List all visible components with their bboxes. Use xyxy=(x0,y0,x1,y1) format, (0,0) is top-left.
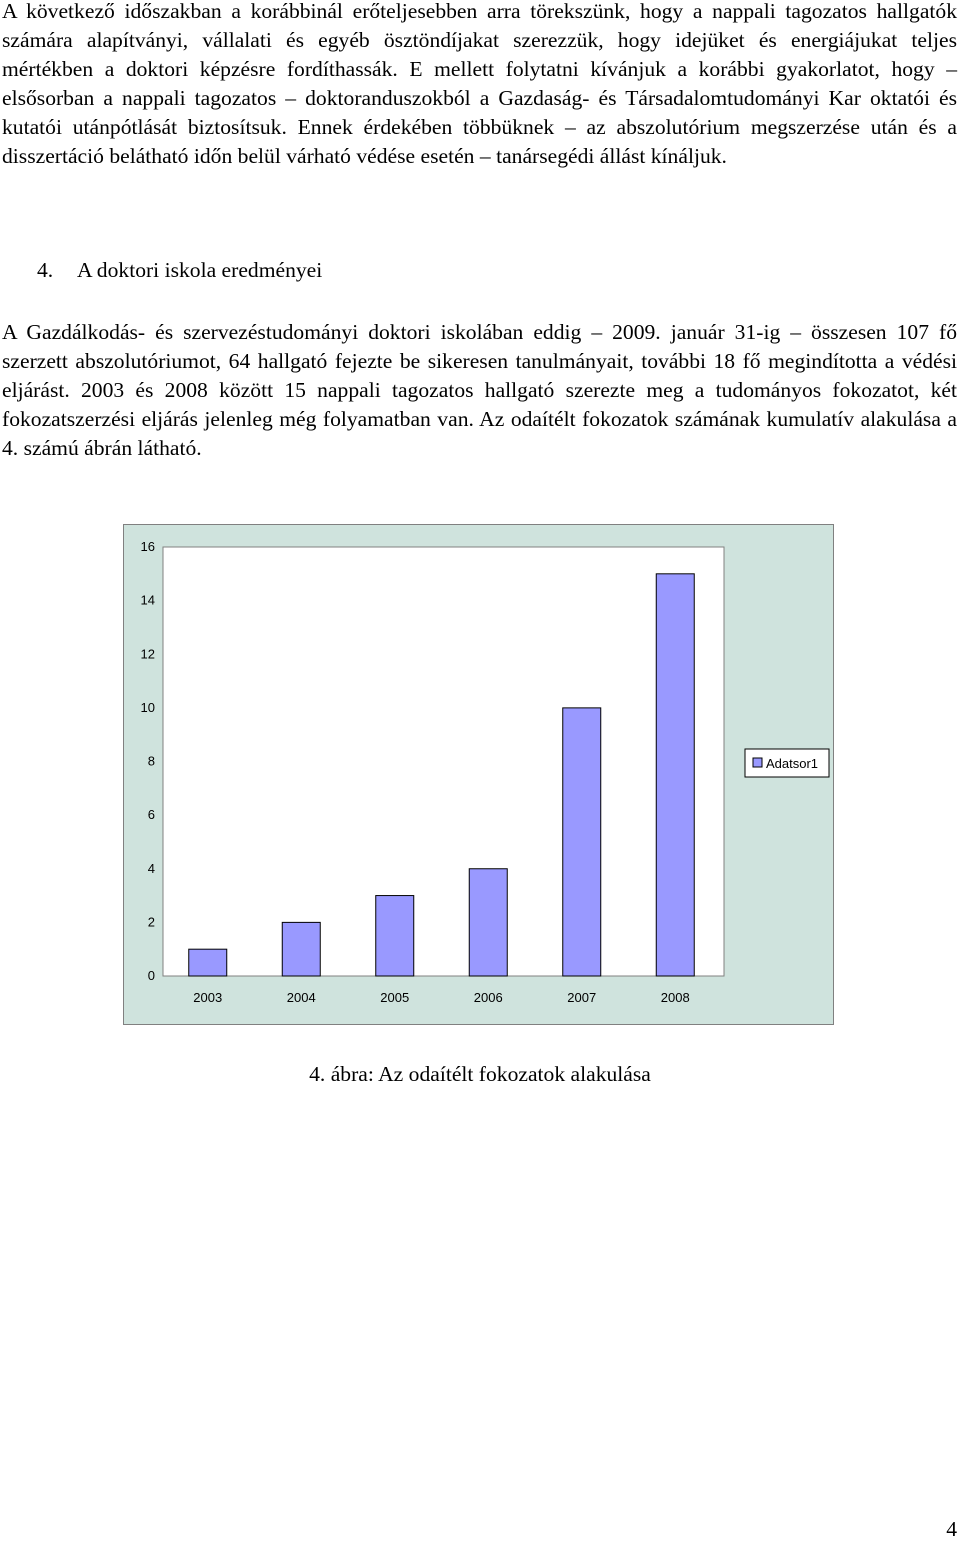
legend-swatch xyxy=(753,758,762,767)
x-tick-label: 2006 xyxy=(473,990,503,1005)
plot-area xyxy=(163,547,724,976)
x-tick-label: 2003 xyxy=(193,990,223,1005)
y-tick-label: 6 xyxy=(147,807,155,823)
bar-2004 xyxy=(282,922,320,976)
bar-2005 xyxy=(376,896,414,976)
page-number: 4 xyxy=(946,1517,957,1541)
legend-label: Adatsor1 xyxy=(766,756,819,771)
y-tick-label: 16 xyxy=(140,539,155,554)
bar-2006 xyxy=(469,869,507,976)
x-tick-label: 2005 xyxy=(380,990,410,1005)
x-tick-label: 2007 xyxy=(567,990,597,1005)
y-tick-label: 4 xyxy=(147,860,155,876)
legend xyxy=(745,749,829,777)
figure-caption: 4. ábra: Az odaítélt fokozatok alakulása xyxy=(309,1062,651,1086)
intro-paragraph: A következő időszakban a korábbinál erőteljesebben arra törekszünk, hogy a nappali tagozatos hallgatók számára alapítványi, vállalati és egyéb ösztöndíjakat szerezzük, hogy idejüket és energiájukat teljes mértékben a doktori képzésre fordíthassák. E mellett folytatni kívánjuk a korábbi gyakorlatot, hogy – elsősorban a nappali tagozatos – doktoranduszokból a Gazdaság- és Társadalomtudományi Kar oktatói és kutatói utánpótlását biztosítsuk. Ennek érdekében többüknek – az abszolutórium megszerzése után és a disszertáció belátható időn belül várható védése esetén – tanársegédi állást kínáljuk. xyxy=(2,0,957,168)
results-paragraph: A Gazdálkodás- és szervezéstudományi doktori iskolában eddig – 2009. január 31-ig – összesen 107 fő szerzett abszolutóriumot, 64 hallgató fejezte be sikeresen tanulmányait, további 18 fő megindította a védési eljárást. 2003 és 2008 között 15 nappali tagozatos hallgató szerezte meg a tudományos fokozatot, két fokozatszerzési eljárás jelenleg még folyamatban van. Az odaítélt fokozatok számának kumulatív alakulása a 4. számú ábrán látható. xyxy=(2,320,957,460)
x-tick-label: 2008 xyxy=(660,990,690,1005)
y-tick-label: 8 xyxy=(147,753,155,769)
bar-2008 xyxy=(656,574,694,976)
section-number: 4. xyxy=(37,258,54,282)
y-tick-label: 12 xyxy=(140,646,155,662)
x-tick-label: 2004 xyxy=(286,990,316,1005)
bar-chart xyxy=(123,524,834,1025)
bar-2007 xyxy=(563,708,601,976)
y-tick-label: 0 xyxy=(147,968,155,983)
y-tick-label: 2 xyxy=(147,914,155,930)
y-tick-label: 14 xyxy=(140,592,155,608)
y-tick-label: 10 xyxy=(140,699,155,715)
bar-2003 xyxy=(189,949,227,976)
section-heading xyxy=(37,256,322,285)
section-title: A doktori iskola eredményei xyxy=(77,258,323,282)
